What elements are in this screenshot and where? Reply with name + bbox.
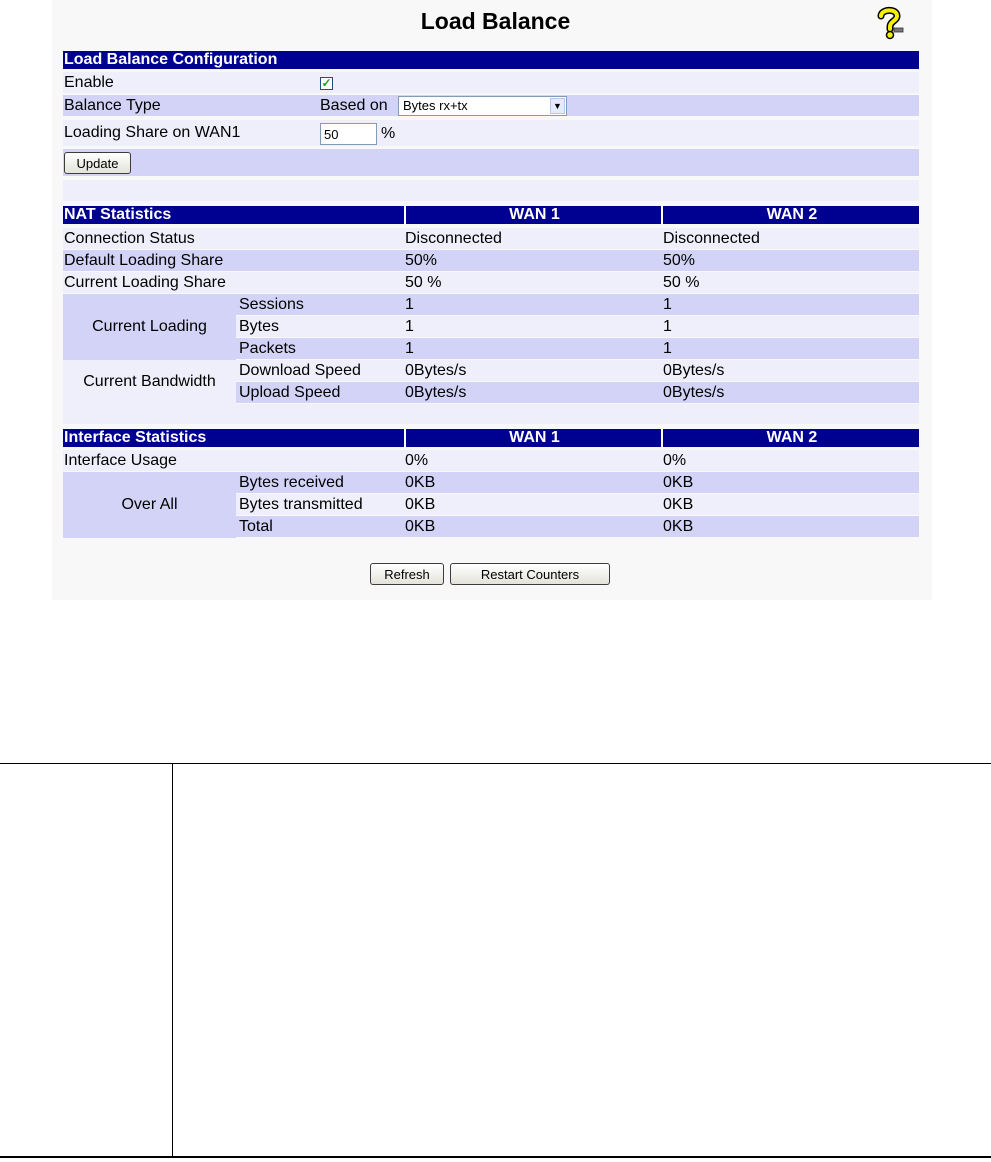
table-top-border: [0, 763, 991, 764]
wan2-packets: 1: [663, 340, 672, 357]
wan1-upload-speed: 0Bytes/s: [405, 384, 467, 401]
chevron-down-icon[interactable]: ▼: [550, 98, 565, 114]
wan2-default-share: 50%: [663, 252, 696, 269]
wan2-interface-usage: 0%: [663, 452, 687, 469]
nat-header-label: NAT Statistics: [64, 206, 172, 223]
over-all-group-label: Over All: [63, 472, 236, 538]
total-label: Total: [239, 518, 273, 535]
spacer-row: [63, 180, 919, 201]
wan2-bytes-transmitted: 0KB: [663, 496, 694, 513]
iface-section-header: [63, 429, 919, 447]
wan1-connection-status: Disconnected: [405, 230, 502, 247]
enable-row: [63, 72, 919, 93]
enable-label: Enable: [64, 74, 114, 91]
wan1-total: 0KB: [405, 518, 436, 535]
wan2-download-speed: 0Bytes/s: [663, 362, 725, 379]
restart-counters-button[interactable]: Restart Counters: [450, 563, 610, 585]
interface-usage-label: Interface Usage: [64, 452, 177, 469]
nat-section-header: [63, 206, 919, 224]
page-title: Load Balance: [420, 8, 571, 34]
default-share-label: Default Loading Share: [64, 252, 224, 269]
config-header-label: Load Balance Configuration: [64, 51, 278, 68]
sessions-label: Sessions: [239, 296, 304, 313]
wan1-download-speed: 0Bytes/s: [405, 362, 467, 379]
wan1-interface-usage: 0%: [405, 452, 429, 469]
table-row: [63, 450, 919, 471]
table-bottom-border: [0, 1156, 991, 1158]
config-section-header: [63, 51, 919, 69]
connection-status-label: Connection Status: [64, 230, 195, 247]
based-on-label: Based on: [320, 97, 388, 114]
wan1-sessions: 1: [405, 296, 414, 313]
table-row: [63, 272, 919, 293]
download-speed-label: Download Speed: [239, 362, 361, 379]
loading-share-unit: %: [381, 125, 396, 142]
wan1-current-share: 50 %: [405, 274, 442, 291]
wan2-bytes-received: 0KB: [663, 474, 694, 491]
wan1-bytes: 1: [405, 318, 414, 335]
wan2-current-share: 50 %: [663, 274, 700, 291]
iface-wan2-header: WAN 2: [661, 429, 921, 447]
wan1-packets: 1: [405, 340, 414, 357]
nat-wan2-header: WAN 2: [661, 206, 921, 224]
update-row: [63, 149, 919, 176]
iface-header-label: Interface Statistics: [64, 429, 207, 446]
wan1-bytes-received: 0KB: [405, 474, 436, 491]
loading-share-label: Loading Share on WAN1: [64, 124, 241, 141]
table-row: [63, 250, 919, 271]
wan1-default-share: 50%: [405, 252, 438, 269]
wan2-sessions: 1: [663, 296, 672, 313]
wan2-connection-status: Disconnected: [663, 230, 760, 247]
bytes-label: Bytes: [239, 318, 280, 335]
bytes-received-label: Bytes received: [239, 474, 344, 491]
iface-wan1-header: WAN 1: [404, 429, 663, 447]
bytes-transmitted-label: Bytes transmitted: [239, 496, 363, 513]
wan2-upload-speed: 0Bytes/s: [663, 384, 725, 401]
current-share-label: Current Loading Share: [64, 274, 226, 291]
loading-share-row: [63, 120, 919, 146]
checkmark-icon: ✓: [321, 76, 332, 90]
packets-label: Packets: [239, 340, 296, 357]
table-column-divider: [172, 763, 173, 1157]
table-row: [63, 228, 919, 249]
nat-wan1-header: WAN 1: [404, 206, 663, 224]
spacer-row: [63, 404, 919, 424]
loading-share-input[interactable]: 50: [320, 123, 377, 145]
balance-type-value: Bytes rx+tx: [403, 98, 468, 113]
wan2-bytes: 1: [663, 318, 672, 335]
current-loading-group-label: Current Loading: [63, 294, 236, 360]
current-bandwidth-group-label: Current Bandwidth: [63, 360, 236, 404]
balance-type-label: Balance Type: [64, 97, 161, 114]
enable-checkbox[interactable]: [320, 77, 333, 90]
wan1-bytes-transmitted: 0KB: [405, 496, 436, 513]
balance-type-select[interactable]: [398, 96, 567, 116]
upload-speed-label: Upload Speed: [239, 384, 341, 401]
update-button[interactable]: Update: [64, 152, 131, 174]
help-question-icon[interactable]: [876, 6, 904, 40]
refresh-button[interactable]: Refresh: [370, 563, 444, 585]
wan2-total: 0KB: [663, 518, 694, 535]
